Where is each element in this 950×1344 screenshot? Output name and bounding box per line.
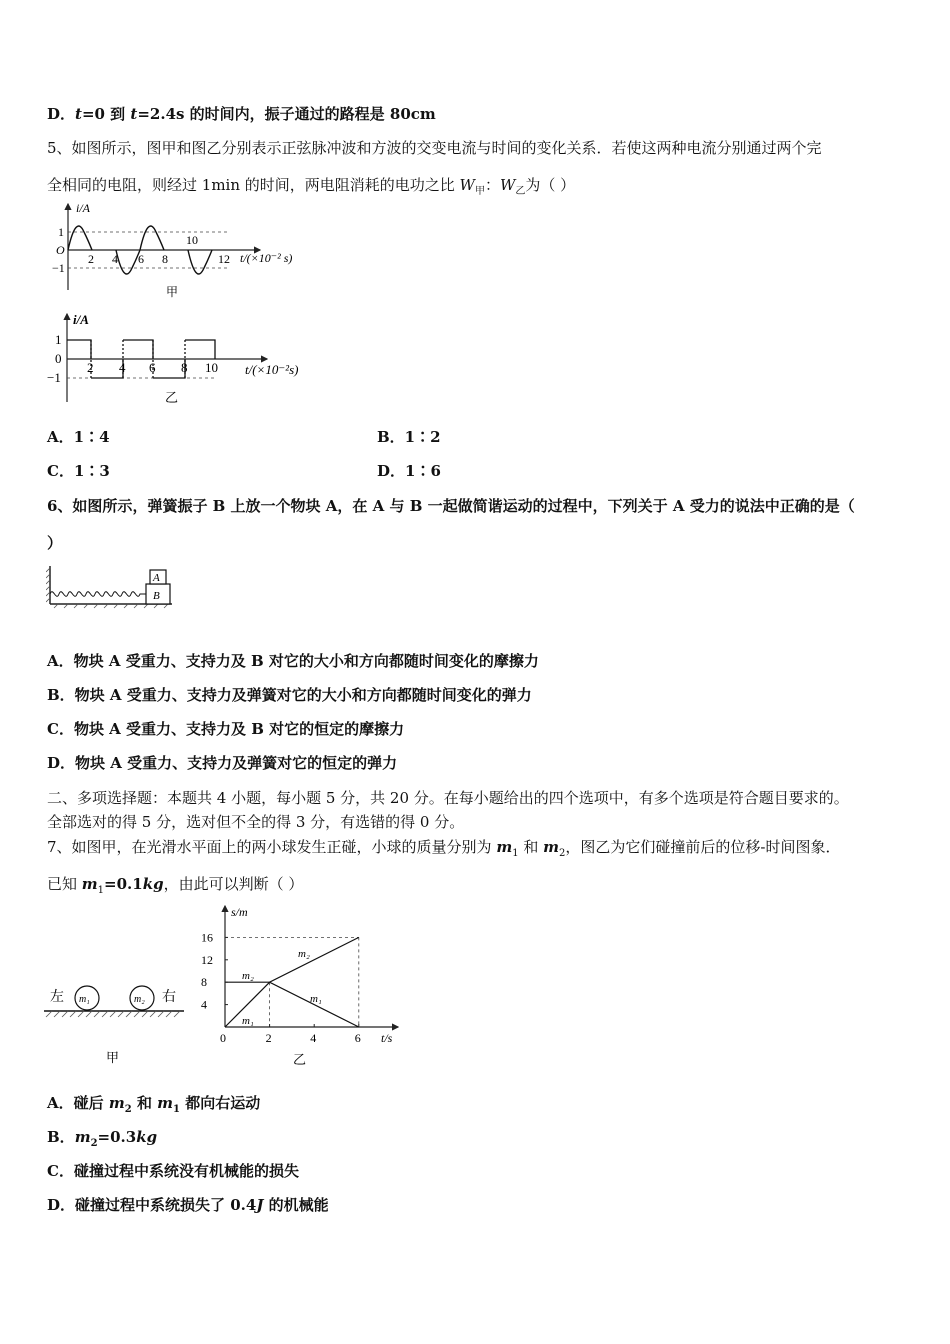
q7-option-a: A．碰后 $m_2$ 和 $m_1$ 都向右运动 — [47, 1094, 261, 1115]
origin-label: 0 — [55, 351, 62, 366]
caption-jia: 甲 — [106, 1050, 120, 1065]
tick-pos: 1 — [55, 332, 62, 347]
tick-12: 12 — [218, 252, 230, 266]
q5-figure-jia — [48, 200, 328, 300]
axis-y-label: i/A — [76, 201, 90, 215]
axis-x-label: t/(×10⁻² s) — [240, 251, 293, 265]
axis-y-label: i/A — [73, 312, 89, 327]
spring — [50, 592, 146, 597]
q5-stem-line2: 全相同的电阻，则经过 1min 的时间，两电阻消耗的电功之比 $W_甲$：$W_乙$为（ ） — [47, 176, 576, 197]
tick-pos: 1 — [58, 225, 64, 239]
tick-neg: −1 — [47, 370, 61, 385]
ytick-label: 16 — [201, 930, 213, 945]
tick-6: 6 — [138, 252, 144, 266]
tick-10: 10 — [205, 360, 218, 375]
origin-label: 0 — [220, 1031, 226, 1045]
q7-option-d: D．碰撞过程中系统损失了 0.4J 的机械能 — [47, 1196, 329, 1214]
ytick-label: 12 — [201, 952, 213, 967]
q6-stem-line2: ） — [47, 534, 63, 552]
label-a: A — [153, 572, 160, 584]
tick-4: 4 — [112, 252, 118, 266]
q7-figure-jia — [44, 980, 189, 1068]
q7-option-b: B．$m_2=0.3kg$ — [47, 1128, 158, 1149]
tick-10: 10 — [186, 233, 198, 247]
q5-option-d: D．1∶6 — [377, 462, 441, 480]
label-m2-after: m₂ — [298, 948, 310, 960]
q6-option-d: D．物块 A 受重力、支持力及弹簧对它的恒定的弹力 — [47, 754, 398, 772]
section2-line1: 二、多项选择题：本题共 4 小题，每小题 5 分，共 20 分。在每小题给出的四个选项中，有多个选项是符合题目要求的。 — [47, 789, 849, 807]
ball-m1-label: m₁ — [79, 994, 90, 1005]
ytick-label: 8 — [201, 975, 207, 990]
q5-figure-yi — [45, 310, 325, 410]
xtick-label: 4 — [310, 1031, 317, 1045]
axis-x-label: t/(×10⁻²s) — [245, 362, 299, 377]
section2-line2: 全部选对的得 5 分，选对但不全的得 3 分，有选错的得 0 分。 — [47, 813, 465, 831]
tick-2: 2 — [88, 252, 94, 266]
tick-8: 8 — [181, 360, 188, 375]
ytick-label: 4 — [201, 997, 207, 1012]
q7-option-c: C．碰撞过程中系统没有机械能的损失 — [47, 1162, 299, 1180]
label-m1-after: m₁ — [310, 993, 322, 1005]
xtick-label: 2 — [265, 1031, 272, 1045]
origin-label: O — [56, 243, 65, 257]
tick-neg: −1 — [52, 261, 65, 275]
q6-stem-line1: 6、如图所示，弹簧振子 B 上放一个物块 A，在 A 与 B 一起做简谐运动的过程中，下列关于 A 受力的说法中正确的是（ — [47, 497, 855, 515]
q6-option-a: A．物块 A 受重力、支持力及 B 对它的大小和方向都随时间变化的摩擦力 — [47, 652, 539, 670]
q5-option-c: C．1∶3 — [47, 462, 110, 480]
label-m2-before: m₂ — [242, 970, 254, 982]
q6-figure-spring — [46, 564, 176, 610]
tick-2: 2 — [87, 360, 94, 375]
xtick-label: 6 — [354, 1031, 361, 1045]
axis-x-label: t/s — [381, 1031, 393, 1045]
tick-8: 8 — [162, 252, 168, 266]
sine-pulse-3 — [188, 250, 212, 274]
label-b: B — [153, 590, 160, 602]
sine-pulse-1 — [68, 226, 92, 250]
tick-4: 4 — [119, 360, 126, 375]
q6-option-b: B．物块 A 受重力、支持力及弹簧对它的大小和方向都随时间变化的弹力 — [47, 686, 532, 704]
caption-jia: 甲 — [166, 285, 179, 299]
q7-stem-line2: 已知 $m_1=0.1kg$，由此可以判断（ ） — [47, 875, 304, 896]
q5-option-a: A．1∶4 — [47, 428, 110, 446]
ball-m2-label: m₂ — [134, 994, 145, 1005]
q7-figure-yi-chart — [198, 902, 408, 1070]
tick-6: 6 — [149, 360, 156, 375]
axis-y-label: s/m — [231, 905, 248, 919]
q5-option-b: B．1∶2 — [377, 428, 441, 446]
label-left: 左 — [50, 990, 64, 1005]
q7-stem-line1: 7、如图甲，在光滑水平面上的两小球发生正碰，小球的质量分别为 $m_1$ 和 $m_2$，图乙为它们碰撞前后的位移-时间图象． — [47, 838, 841, 859]
q4-option-d: D．t=0 到 t=2.4s 的时间内，振子通过的路程是 80cm — [47, 105, 436, 123]
q5-stem-line1: 5、如图所示，图甲和图乙分别表示正弦脉冲波和方波的交变电流与时间的变化关系．若使这两种电流分别通过两个完 — [47, 139, 822, 157]
q6-option-c: C．物块 A 受重力、支持力及 B 对它的恒定的摩擦力 — [47, 720, 405, 738]
caption-yi: 乙 — [165, 390, 179, 405]
caption-yi: 乙 — [293, 1052, 307, 1067]
label-right: 右 — [162, 990, 176, 1005]
label-m1-before: m₁ — [242, 1015, 254, 1027]
